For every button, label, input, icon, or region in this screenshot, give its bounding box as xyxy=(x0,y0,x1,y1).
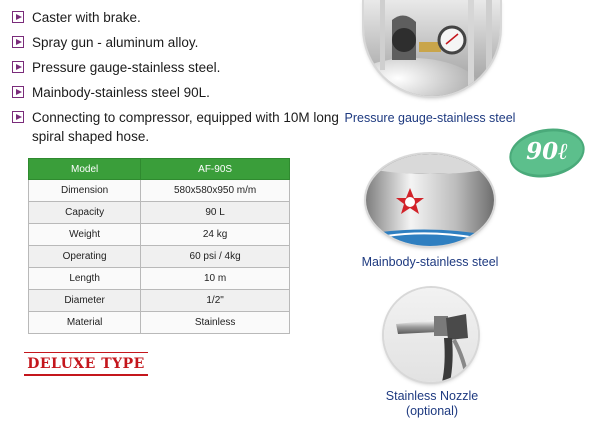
spec-value: 10 m xyxy=(141,268,290,290)
table-row xyxy=(29,224,290,246)
pressure-gauge-caption: Pressure gauge-stainless steel xyxy=(344,111,516,125)
feature-text: Caster with brake. xyxy=(32,10,141,25)
spec-table xyxy=(28,158,290,334)
spec-label: Operating xyxy=(29,246,141,268)
play-bullet-icon xyxy=(12,111,24,123)
spec-label: Capacity xyxy=(29,202,141,224)
feature-item xyxy=(12,8,352,27)
spec-label: Material xyxy=(29,312,141,334)
table-row xyxy=(29,202,290,224)
spec-value: 90 L xyxy=(141,202,290,224)
table-row xyxy=(29,180,290,202)
spec-value: 60 psi / 4kg xyxy=(141,246,290,268)
spec-value: 580x580x950 m/m xyxy=(141,180,290,202)
feature-text: Mainbody-stainless steel 90L. xyxy=(32,85,210,100)
feature-item xyxy=(12,83,352,102)
nozzle-caption-sub: (optional) xyxy=(405,404,459,418)
nozzle-photo xyxy=(384,288,478,382)
feature-item xyxy=(12,58,352,77)
mainbody-caption: Mainbody-stainless steel xyxy=(361,255,499,269)
play-bullet-icon xyxy=(12,61,24,73)
table-header-row xyxy=(29,159,290,180)
feature-item xyxy=(12,33,352,52)
volume-badge-text: 90ℓ xyxy=(526,138,568,165)
spec-label: Diameter xyxy=(29,290,141,312)
mainbody-photo xyxy=(366,154,494,246)
table-row xyxy=(29,246,290,268)
volume-badge xyxy=(507,125,587,181)
spec-label: Weight xyxy=(29,224,141,246)
table-header-label: Model xyxy=(29,159,141,180)
badge-rule-bottom xyxy=(24,374,148,376)
table-header-value: AF-90S xyxy=(141,159,290,180)
nozzle-caption-title: Stainless Nozzle xyxy=(385,389,479,403)
play-bullet-icon xyxy=(12,36,24,48)
table-row xyxy=(29,268,290,290)
spec-value: Stainless xyxy=(141,312,290,334)
feature-list xyxy=(12,8,352,152)
table-row xyxy=(29,290,290,312)
nozzle-caption xyxy=(368,389,496,419)
feature-item xyxy=(12,108,352,146)
feature-text: Connecting to compressor, equipped with 10M long spiral shaped hose. xyxy=(32,110,339,144)
feature-text: Pressure gauge-stainless steel. xyxy=(32,60,221,75)
feature-text: Spray gun - aluminum alloy. xyxy=(32,35,199,50)
deluxe-type-badge xyxy=(20,350,152,378)
deluxe-type-text: DELUXE TYPE xyxy=(27,356,145,372)
spec-label: Dimension xyxy=(29,180,141,202)
spec-label: Length xyxy=(29,268,141,290)
play-bullet-icon xyxy=(12,86,24,98)
table-row xyxy=(29,312,290,334)
spec-value: 1/2" xyxy=(141,290,290,312)
pressure-gauge-photo xyxy=(364,0,500,96)
badge-rule-top xyxy=(24,352,148,353)
spec-value: 24 kg xyxy=(141,224,290,246)
play-bullet-icon xyxy=(12,11,24,23)
